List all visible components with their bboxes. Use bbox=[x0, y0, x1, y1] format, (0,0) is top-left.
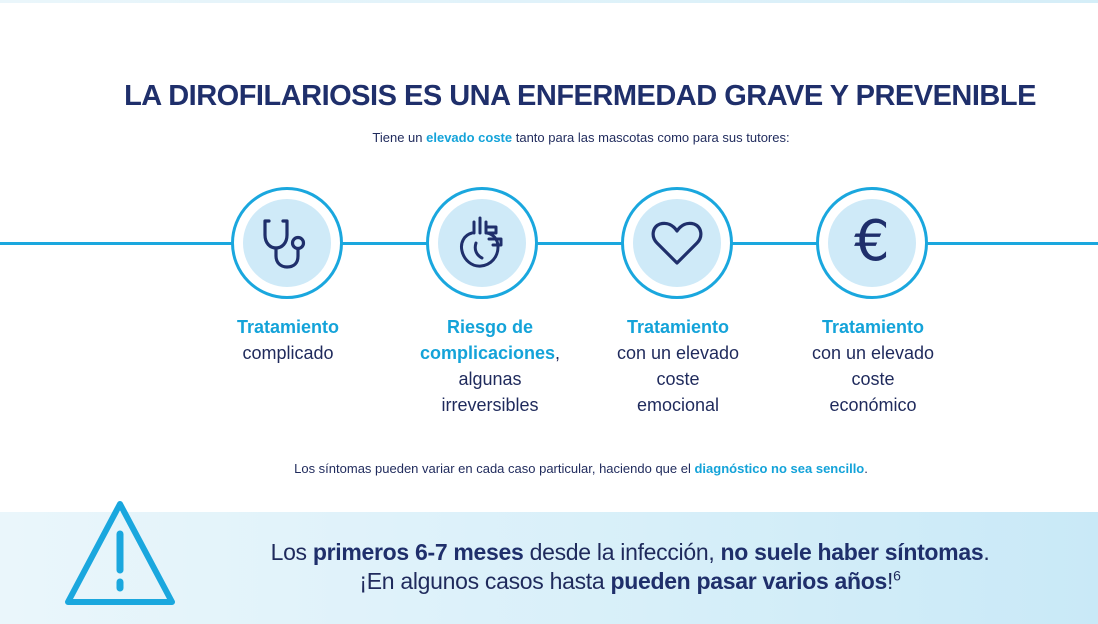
subtitle bbox=[0, 130, 1098, 145]
caption-treatment bbox=[198, 314, 378, 366]
note-highlight: diagnóstico no sea sencillo bbox=[694, 461, 865, 476]
caption-bold-line2: complicaciones bbox=[419, 343, 556, 363]
icon-circle-fill bbox=[828, 199, 916, 287]
reference-number: 6 bbox=[893, 567, 901, 584]
caption-bold-line1: Riesgo de bbox=[446, 317, 534, 337]
icon-circle-fill bbox=[243, 199, 331, 287]
caption-text-line1: con un elevado bbox=[811, 343, 935, 363]
caption-complications bbox=[400, 314, 580, 418]
page-title: LA DIROFILARIOSIS ES UNA ENFERMEDAD GRAVE Y PREVENIBLE bbox=[124, 80, 1036, 112]
caption-text-line3: económico bbox=[829, 395, 917, 415]
msg-l1-e: . bbox=[983, 539, 990, 565]
heart-outline-icon bbox=[647, 213, 707, 273]
msg-l1-a: Los bbox=[270, 539, 313, 565]
icon-circle-fill bbox=[438, 199, 526, 287]
icon-circle-complications bbox=[426, 187, 538, 299]
msg-l1-b: primeros 6-7 meses bbox=[312, 539, 524, 565]
icon-circle-fill bbox=[633, 199, 721, 287]
timeline-line bbox=[0, 242, 1098, 245]
msg-l2-a: ¡En algunos casos hasta bbox=[359, 568, 611, 594]
note-pre: Los síntomas pueden variar en cada caso particular, haciendo que el bbox=[294, 461, 695, 476]
icon-circle-treatment bbox=[231, 187, 343, 299]
warning-message bbox=[220, 538, 1040, 596]
icon-circle-emotional bbox=[621, 187, 733, 299]
stethoscope-icon bbox=[257, 213, 317, 273]
subtitle-pre: Tiene un bbox=[372, 130, 427, 145]
warning-triangle-icon bbox=[62, 498, 178, 610]
heart-organ-icon bbox=[452, 213, 512, 273]
caption-text-line2: coste bbox=[656, 369, 700, 389]
msg-l1-c: desde la infección, bbox=[523, 539, 721, 565]
msg-l1-d: no suele haber síntomas bbox=[720, 539, 984, 565]
subtitle-post: tanto para las mascotas como para sus tutores: bbox=[512, 130, 790, 145]
symptoms-note bbox=[0, 461, 1098, 476]
caption-text-line2: irreversibles bbox=[441, 395, 539, 415]
caption-bold: Tratamiento bbox=[626, 317, 730, 337]
caption-text-line3: emocional bbox=[636, 395, 720, 415]
caption-text-line1: con un elevado bbox=[616, 343, 740, 363]
euro-icon: € bbox=[854, 209, 890, 274]
note-post: . bbox=[864, 461, 868, 476]
caption-text-line1: algunas bbox=[458, 369, 522, 389]
subtitle-highlight: elevado coste bbox=[426, 130, 513, 145]
caption-text-line2: coste bbox=[851, 369, 895, 389]
caption-bold: Tratamiento bbox=[821, 317, 925, 337]
icon-circle-economic bbox=[816, 187, 928, 299]
caption-comma: , bbox=[555, 343, 561, 363]
caption-economic bbox=[783, 314, 963, 418]
msg-l2-b: pueden pasar varios años bbox=[610, 568, 888, 594]
caption-text: complicado bbox=[242, 343, 334, 363]
msg-l2-c: ! bbox=[887, 568, 894, 594]
caption-emotional bbox=[588, 314, 768, 418]
top-decorative-line bbox=[0, 0, 1098, 3]
caption-bold: Tratamiento bbox=[236, 317, 340, 337]
